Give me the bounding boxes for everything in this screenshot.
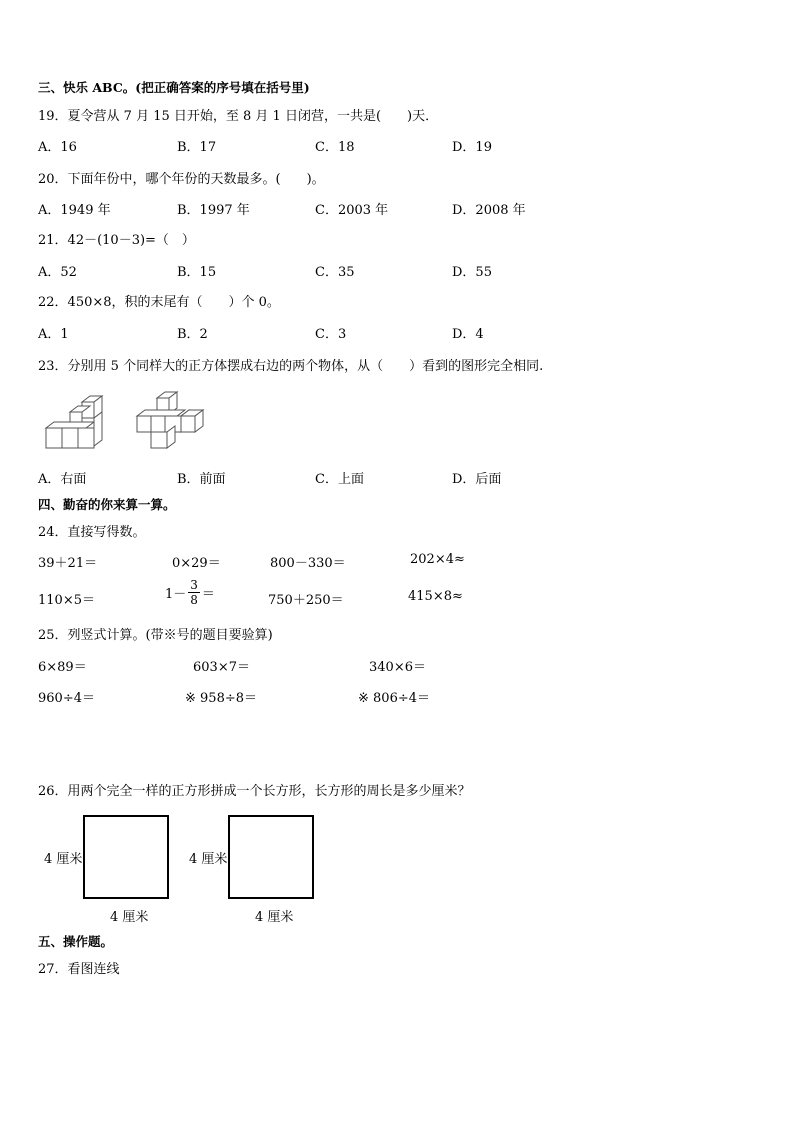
question-27: 27．看图连线	[38, 962, 120, 977]
question-22: 22．450×8，积的末尾有（ ）个 0。	[38, 295, 280, 310]
q22-option-d: D．4	[452, 327, 484, 342]
square-1-bottom-label: 4 厘米	[110, 910, 149, 925]
q19-option-a: A．16	[38, 140, 77, 155]
square-1	[83, 815, 169, 899]
question-21: 21．42－(10－3)=（ ）	[38, 233, 195, 248]
square-2	[228, 815, 314, 899]
question-19: 19．夏令营从 7 月 15 日开始，至 8 月 1 日闭营，一共是( )天．	[38, 109, 439, 124]
question-26: 26．用两个完全一样的正方形拼成一个长方形，长方形的周长是多少厘米？	[38, 784, 471, 799]
q19-option-b: B．17	[177, 140, 217, 155]
q24-item-1: 39＋21＝	[38, 556, 98, 571]
q24-item-7: 750＋250＝	[268, 593, 344, 608]
q20-option-d: D．2008 年	[452, 203, 526, 218]
square-1-side-label: 4 厘米	[44, 852, 83, 867]
question-23: 23．分别用 5 个同样大的正方体摆成右边的两个物体，从（ ）看到的图形完全相同.	[38, 359, 544, 374]
fraction-whole: 1－	[165, 587, 187, 602]
square-2-side-label: 4 厘米	[189, 852, 228, 867]
fraction-denominator: 8	[190, 593, 198, 607]
q24-item-5: 110×5＝	[38, 593, 95, 608]
q23-option-d: D．后面	[452, 472, 502, 487]
question-24: 24．直接写得数。	[38, 525, 146, 540]
question-25: 25．列竖式计算。(带※号的题目要验算)	[38, 628, 273, 643]
fraction-equals: ＝	[201, 587, 215, 602]
q22-option-c: C．3	[315, 327, 347, 342]
cube-figure-2	[135, 390, 207, 452]
section5-heading: 五、操作题。	[38, 934, 114, 949]
q24-item-8: 415×8≈	[408, 589, 463, 604]
q21-option-d: D．55	[452, 265, 492, 280]
question-20: 20．下面年份中，哪个年份的天数最多。( )。	[38, 172, 325, 187]
q25-item-4: 960÷4＝	[38, 691, 95, 706]
q25-item-3: 340×6＝	[369, 660, 426, 675]
q22-option-b: B．2	[177, 327, 208, 342]
q23-option-a: A．右面	[38, 472, 87, 487]
q24-item-4: 202×4≈	[410, 552, 465, 567]
q21-option-b: B．15	[177, 265, 217, 280]
q24-item-2: 0×29＝	[172, 556, 221, 571]
q25-item-5: ※ 958÷8＝	[185, 691, 258, 706]
q21-option-c: C．35	[315, 265, 355, 280]
q20-option-c: C．2003 年	[315, 203, 389, 218]
q25-item-6: ※ 806÷4＝	[358, 691, 431, 706]
q23-option-c: C．上面	[315, 472, 364, 487]
q23-option-b: B．前面	[177, 472, 226, 487]
q20-option-a: A．1949 年	[38, 203, 111, 218]
q22-option-a: A．1	[38, 327, 69, 342]
q24-item-6	[165, 578, 215, 607]
q24-item-3: 800－330＝	[270, 556, 346, 571]
q25-item-2: 603×7＝	[193, 660, 250, 675]
q21-option-a: A．52	[38, 265, 77, 280]
fraction-numerator: 3	[190, 578, 198, 592]
q25-item-1: 6×89＝	[38, 660, 87, 675]
square-2-bottom-label: 4 厘米	[255, 910, 294, 925]
cube-figure-1	[44, 390, 106, 452]
q19-option-d: D．19	[452, 140, 492, 155]
section3-heading: 三、快乐 ABC。(把正确答案的序号填在括号里)	[38, 80, 310, 95]
section4-heading: 四、勤奋的你来算一算。	[38, 497, 176, 512]
q20-option-b: B．1997 年	[177, 203, 250, 218]
q19-option-c: C．18	[315, 140, 355, 155]
fraction	[188, 578, 200, 607]
